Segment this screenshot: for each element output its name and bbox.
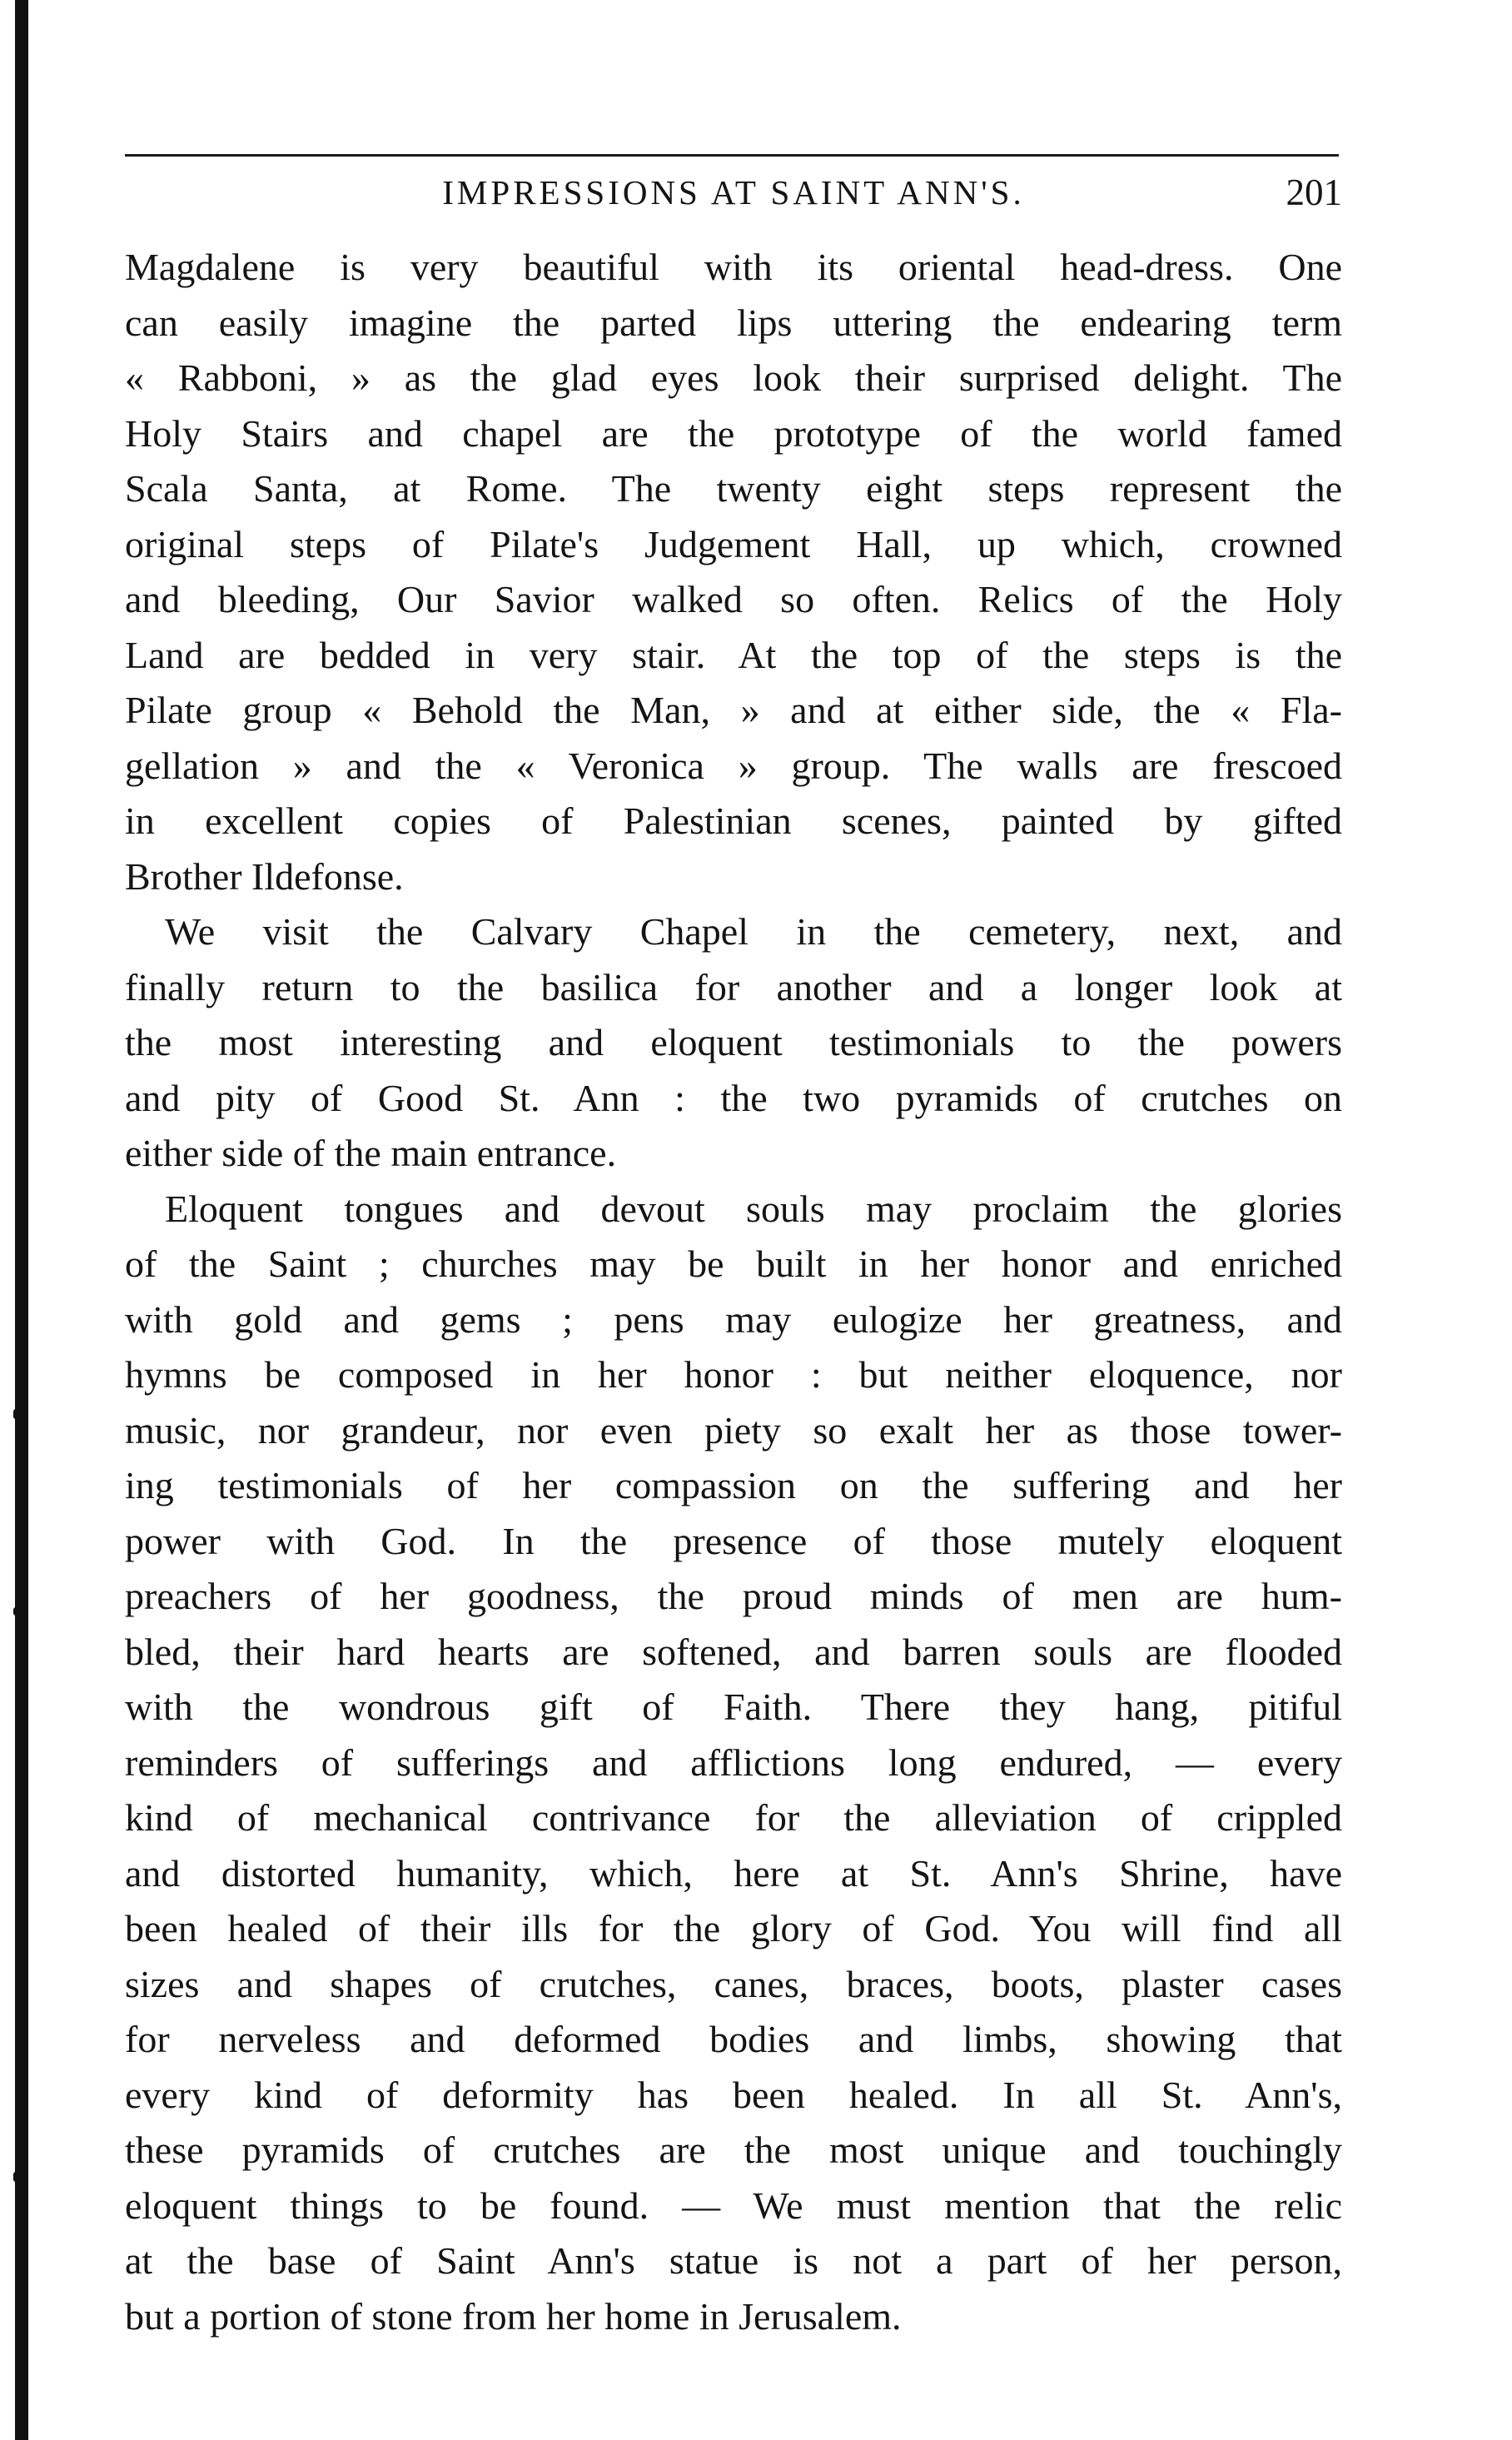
paragraph <box>125 240 1342 904</box>
text-line: We visit the Calvary Chapel in the cemetery, next, and <box>165 910 1342 953</box>
text-line: hymns be composed in her honor : but neither eloquence, nor <box>125 1353 1342 1396</box>
text-line: music, nor grandeur, nor even piety so exalt her as those tower- <box>125 1408 1342 1452</box>
text-line: gellation » and the « Veronica » group. The walls are frescoed <box>125 744 1342 787</box>
text-line: Pilate group « Behold the Man, » and at either side, the « Fla- <box>125 689 1342 731</box>
text-line: Holy Stairs and chapel are the prototype of the world famed <box>125 411 1342 455</box>
margin-marks <box>8 0 42 2440</box>
text-line: either side of the main entrance. <box>125 1132 617 1174</box>
text-line: Brother Ildefonse. <box>125 854 404 898</box>
text-line: the most interesting and eloquent testimonials to the powers <box>125 1021 1342 1063</box>
header-rule <box>125 154 1339 157</box>
text-line: kind of mechanical contrivance for the alleviation of crippled <box>125 1796 1342 1839</box>
text-line: eloquent things to be found. — We must mention that the relic <box>125 2184 1342 2227</box>
text-line: been healed of their ills for the glory of God. You will find all <box>125 1907 1342 1950</box>
text-line: power with God. In the presence of those mutely eloquent <box>125 1519 1342 1562</box>
text-line: can easily imagine the parted lips uttering the endearing term <box>125 301 1342 344</box>
margin-mark <box>13 2172 22 2182</box>
text-line: and bleeding, Our Savior walked so often. Relics of the Holy <box>125 578 1342 620</box>
text-line: Eloquent tongues and devout souls may proclaim the glories <box>165 1187 1342 1230</box>
text-line: finally return to the basilica for another and a longer look at <box>125 965 1342 1008</box>
text-line: « Rabboni, » as the glad eyes look their surprised delight. The <box>125 356 1342 399</box>
text-line: bled, their hard hearts are softened, and barren souls are flooded <box>125 1630 1342 1673</box>
margin-mark <box>13 1409 22 1419</box>
paragraph <box>125 1182 1342 2345</box>
text-line: in excellent copies of Palestinian scenes, painted by gifted <box>125 799 1342 842</box>
text-line: at the base of Saint Ann's statue is not a part of her person, <box>125 2239 1342 2282</box>
text-line: these pyramids of crutches are the most unique and touchingly <box>125 2129 1342 2171</box>
text-line: ing testimonials of her compassion on the suffering and her <box>125 1464 1342 1506</box>
text-line: with the wondrous gift of Faith. There they hang, pitiful <box>125 1686 1342 1728</box>
text-line: Magdalene is very beautiful with its oriental head-dress. One <box>125 246 1342 288</box>
page-body <box>125 240 1342 2344</box>
text-line: of the Saint ; churches may be built in her honor and enriched <box>125 1242 1342 1285</box>
running-header <box>125 163 1342 222</box>
text-line: Scala Santa, at Rome. The twenty eight steps represent the <box>125 467 1342 510</box>
page-number: 201 <box>1286 172 1342 213</box>
text-line: but a portion of stone from her home in Jerusalem. <box>125 2294 902 2338</box>
text-line: reminders of sufferings and afflictions long endured, — every <box>125 1740 1342 1784</box>
text-line: and pity of Good St. Ann : the two pyramids of crutches on <box>125 1076 1342 1119</box>
paragraph <box>125 904 1342 1182</box>
text-line: for nerveless and deformed bodies and limbs, showing that <box>125 2018 1342 2060</box>
text-line: sizes and shapes of crutches, canes, braces, boots, plaster cases <box>125 1962 1342 2005</box>
text-line: and distorted humanity, which, here at St. Ann's Shrine, have <box>125 1851 1342 1895</box>
running-title: IMPRESSIONS AT SAINT ANN'S. <box>442 173 1025 212</box>
text-line: with gold and gems ; pens may eulogize her greatness, and <box>125 1297 1342 1341</box>
text-line: every kind of deformity has been healed. In all St. Ann's, <box>125 2073 1342 2116</box>
text-line: original steps of Pilate's Judgement Hall, up which, crowned <box>125 522 1342 565</box>
text-line: Land are bedded in very stair. At the top of the steps is the <box>125 633 1342 676</box>
margin-mark <box>13 1607 22 1616</box>
text-line: preachers of her goodness, the proud minds of men are hum- <box>125 1575 1342 1617</box>
